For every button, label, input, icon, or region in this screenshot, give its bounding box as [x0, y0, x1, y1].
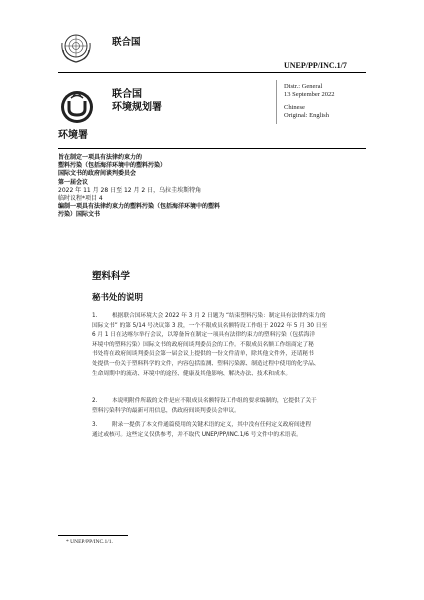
- paragraph-1: [92, 312, 368, 379]
- footnote: * UNEP/PP/INC.1/1.: [66, 539, 113, 545]
- paragraph-line: 附录一提供了本文件通篇使用的关键术语的定义，其中没有任何定义政府间进程: [112, 422, 312, 428]
- footnote-rule: [58, 535, 128, 536]
- paragraph-line: 处提供一份关于塑料科学的文件，内容包括监测、塑料污染源、制造过程中使用的化学品、: [92, 360, 320, 367]
- paragraph-line: 书处将在政府间谈判委员会第一届会议上提供的一份文件清单，除其他文件外，还请秘书: [92, 351, 314, 358]
- logo-caption: 环境署: [58, 130, 88, 141]
- session-line-2: 塑料污染（包括海洋环境中的塑料污染）: [58, 162, 167, 170]
- meta-block: [284, 83, 335, 121]
- paragraph-number: 3.: [92, 422, 98, 428]
- document-symbol: UNEP/PP/INC.1/7: [284, 61, 347, 70]
- paragraph-2: [92, 397, 368, 416]
- agenda-ref: 临时议程*项目 4: [58, 195, 103, 203]
- language: Chinese: [284, 103, 305, 111]
- agenda-item-2: 污染）国际文书: [58, 211, 101, 219]
- top-rule: [58, 72, 366, 73]
- paragraph-line: 塑料污染科学的最新可用信息，供政府间谈判委员会审议。: [92, 407, 240, 414]
- paragraph-number: 2.: [92, 398, 98, 404]
- page-subtitle: 秘书处的说明: [92, 293, 144, 303]
- unep-logo-icon: [60, 90, 94, 124]
- session-line-4: 第一届会议: [58, 178, 89, 186]
- paragraph-line: 国际文书” 的第 5/14 号决议第 3 段，一个不限成员名额特设工作组于 2022 年 5 月 30 日至: [92, 322, 328, 329]
- session-block: [58, 154, 368, 220]
- un-emblem-icon: [58, 29, 94, 65]
- paragraph-line: 生命周期中的流动、环境中的途径、健康及其他影响、解决办法、技术和成本。: [92, 370, 292, 377]
- session-line-3: 国际文书的政府间谈判委员会: [58, 170, 137, 178]
- paragraph-line: 本说明附件所载的文件是应不限成员名额特设工作组的要求编制的，它提供了关于: [112, 398, 317, 404]
- paragraph-line: 6 月 1 日在达喀尔举行会议，以筹备旨在制定一项具有法律约束力的塑料污染（包括海洋: [92, 332, 316, 339]
- session-dates: 2022 年 11 月 28 日至 12 月 2 日，乌拉圭埃斯特角: [58, 186, 202, 194]
- page-title: 塑料科学: [92, 271, 131, 282]
- session-line-1: 旨在制定一项具有法律约束力的: [58, 154, 143, 161]
- meta-divider: [276, 80, 277, 124]
- org-un: 联合国: [112, 37, 141, 48]
- paragraph-number: 1.: [92, 313, 98, 319]
- paragraph-line: 通过或核可。这些定义仅供参考，并不取代 UNEP/PP/INC.1/6 号文件中的术语表。: [92, 431, 302, 438]
- distr: Distr.: General: [284, 83, 323, 90]
- date: 13 September 2022: [284, 91, 335, 99]
- paragraph-line: 根据联合国环境大会 2022 年 3 月 2 日题为 “结束塑料污染：制定具有法律约束力的: [112, 313, 326, 319]
- org-unep: 联合国 环境规划署: [112, 89, 162, 113]
- header-rule: [58, 148, 366, 149]
- original-language: Original: English: [284, 112, 329, 120]
- paragraph-line: 环境中的塑料污染）国际文书的政府间谈判委员会的工作。不限成员名额工作组商定了秘: [92, 341, 314, 348]
- agenda-item-1: 编制一项具有法律约束力的塑料污染（包括海洋环境中的塑料: [58, 203, 221, 211]
- paragraph-3: [92, 421, 368, 440]
